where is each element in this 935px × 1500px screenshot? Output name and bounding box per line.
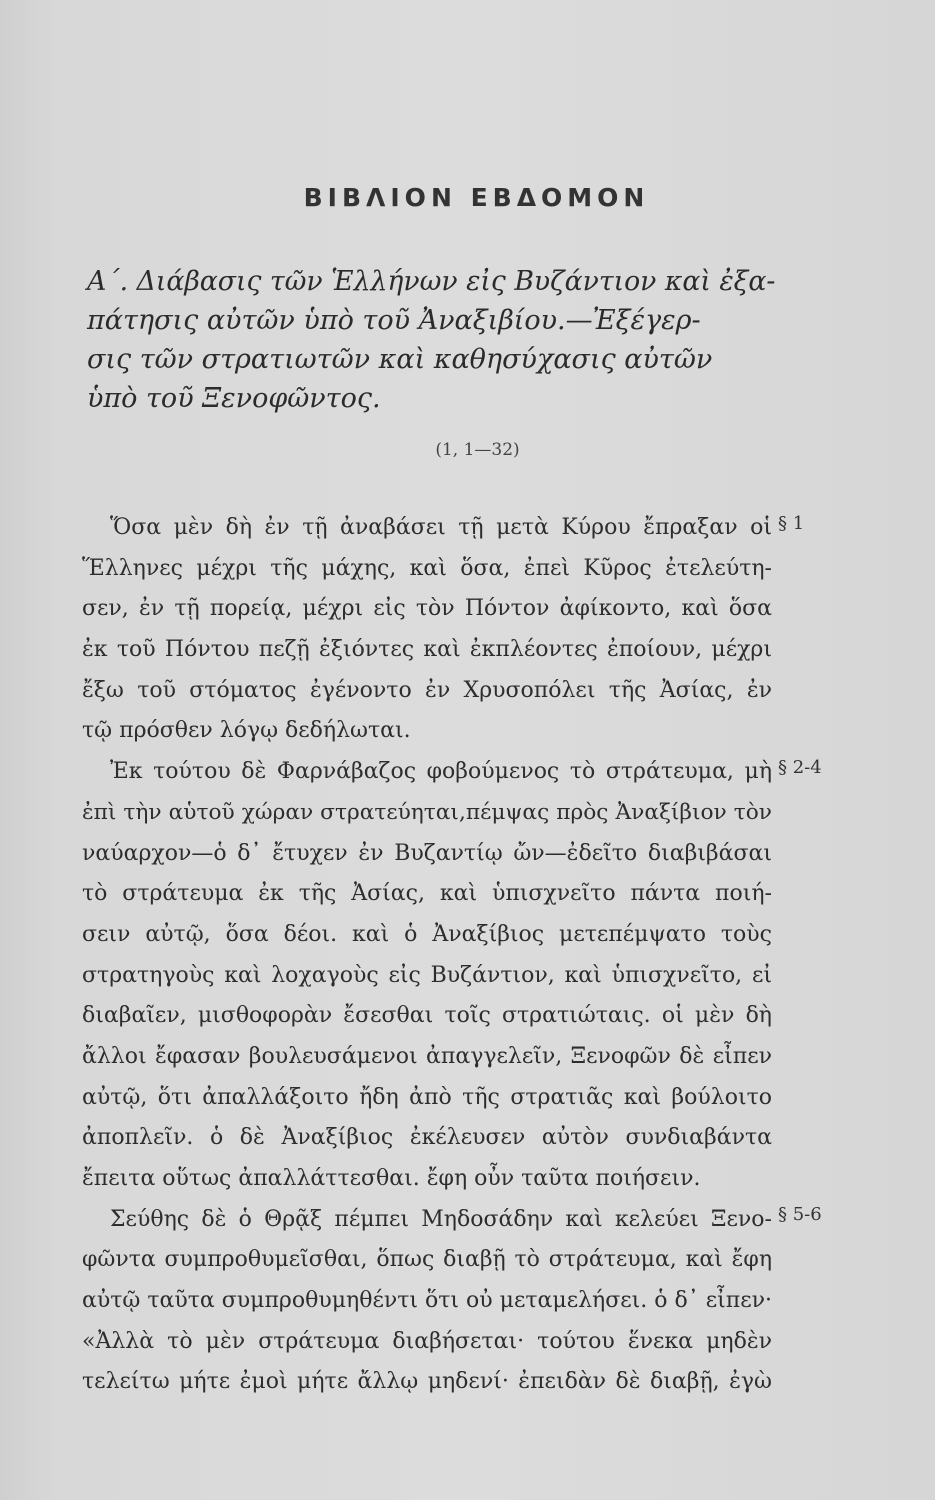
text-line: τῷ πρόσθεν λόγῳ δεδήλωται. [82,718,411,744]
text-line: «Ἀλλὰ τὸ μὲν στράτευμα διαβήσεται· τούτου ἕνεκα μηδὲν [82,1328,772,1354]
text-line: Σεύθης δὲ ὁ Θρᾷξ πέμπει Μηδοσάδην καὶ κελεύει Ξενο- [110,1206,772,1232]
section-reference: (1, 1—32) [435,440,520,460]
text-line: ἔπειτα οὕτως ἀπαλλάττεσθαι. ἔφη οὖν ταῦτα ποιήσειν. [82,1166,701,1191]
text-line: αὐτῷ ταῦτα συμπροθυμηθέντι ὅτι οὐ μεταμελήσει. ὁ δ᾽ εἶπεν· [82,1288,772,1314]
chapter-heading-line: σις τῶν στρατιωτῶν καὶ καθησύχασις αὐτῶν [87,344,713,375]
text-line: ἔξω τοῦ στόματος ἐγένοντο ἐν Χρυσοπόλει τῆς Ἀσίας, ἐν [82,677,772,703]
text-line: Ὅσα μὲν δὴ ἐν τῇ ἀναβάσει τῇ μετὰ Κύρου ἔπραξαν οἱ [110,515,772,540]
text-line: ἄλλοι ἔφασαν βουλευσάμενοι ἀπαγγελεῖν, Ξενοφῶν δὲ εἶπεν [82,1043,772,1069]
book-title: ΒΙΒΛΙΟΝ ΕΒΔΟΜΟΝ [303,183,650,212]
chapter-heading [87,262,777,418]
marginal-section-number: § 1 [778,513,805,534]
text-line: τελείτω μήτε ἐμοὶ μήτε ἄλλῳ μηδενί· ἐπειδὰν δὲ διαβῇ, ἐγὼ [82,1369,772,1395]
text-line: ἀποπλεῖν. ὁ δὲ Ἀναξίβιος ἐκέλευσεν αὐτὸν συνδιαβάντα [82,1125,772,1151]
marginal-section-number: § 2-4 [778,757,822,778]
chapter-heading-line: Α΄. Διάβασις τῶν Ἑλλήνων εἰς Βυζάντιον καὶ ἐξα- [87,266,776,297]
body-text [82,508,772,1403]
text-line: ναύαρχον—ὁ δ᾽ ἔτυχεν ἐν Βυζαντίῳ ὤν—ἐδεῖτο διαβιβάσαι [82,840,772,866]
paragraph [82,508,772,752]
paragraph [82,752,772,1200]
chapter-heading-line: ὑπὸ τοῦ Ξενοφῶντος. [87,383,381,414]
text-line: Ἕλληνες μέχρι τῆς μάχης, καὶ ὅσα, ἐπεὶ Κῦρος ἐτελεύτη- [82,555,772,581]
text-line: σεν, ἐν τῇ πορείᾳ, μέχρι εἰς τὸν Πόντον ἀφίκοντο, καὶ ὅσα [82,596,772,622]
chapter-heading-line: πάτησις αὐτῶν ὑπὸ τοῦ Ἀναξιβίου.—Ἐξέγερ- [87,305,701,336]
paragraph [82,1200,772,1403]
text-line: φῶντα συμπροθυμεῖσθαι, ὅπως διαβῇ τὸ στράτευμα, καὶ ἔφη [82,1247,772,1273]
text-line: ἐπὶ τὴν αὑτοῦ χώραν στρατεύηται,πέμψας πρὸς Ἀναξίβιον τὸν [82,799,772,825]
text-line: στρατηγοὺς καὶ λοχαγοὺς εἰς Βυζάντιον, καὶ ὑπισχνεῖτο, εἰ [82,962,772,988]
text-line: Ἐκ τούτου δὲ Φαρνάβαζος φοβούμενος τὸ στράτευμα, μὴ [110,759,772,785]
marginal-section-number: § 5-6 [778,1204,822,1225]
text-line: ἐκ τοῦ Πόντου πεζῇ ἐξιόντες καὶ ἐκπλέοντες ἐποίουν, μέχρι [82,637,772,663]
text-line: σειν αὐτῷ, ὅσα δέοι. καὶ ὁ Ἀναξίβιος μετεπέμψατο τοὺς [82,921,772,947]
text-line: αὐτῷ, ὅτι ἀπαλλάξοιτο ἤδη ἀπὸ τῆς στρατιᾶς καὶ βούλοιτο [82,1084,772,1110]
text-line: τὸ στράτευμα ἐκ τῆς Ἀσίας, καὶ ὑπισχνεῖτο πάντα ποιή- [82,881,772,907]
text-line: διαβαῖεν, μισθοφορὰν ἔσεσθαι τοῖς στρατιώταις. οἱ μὲν δὴ [82,1003,772,1029]
